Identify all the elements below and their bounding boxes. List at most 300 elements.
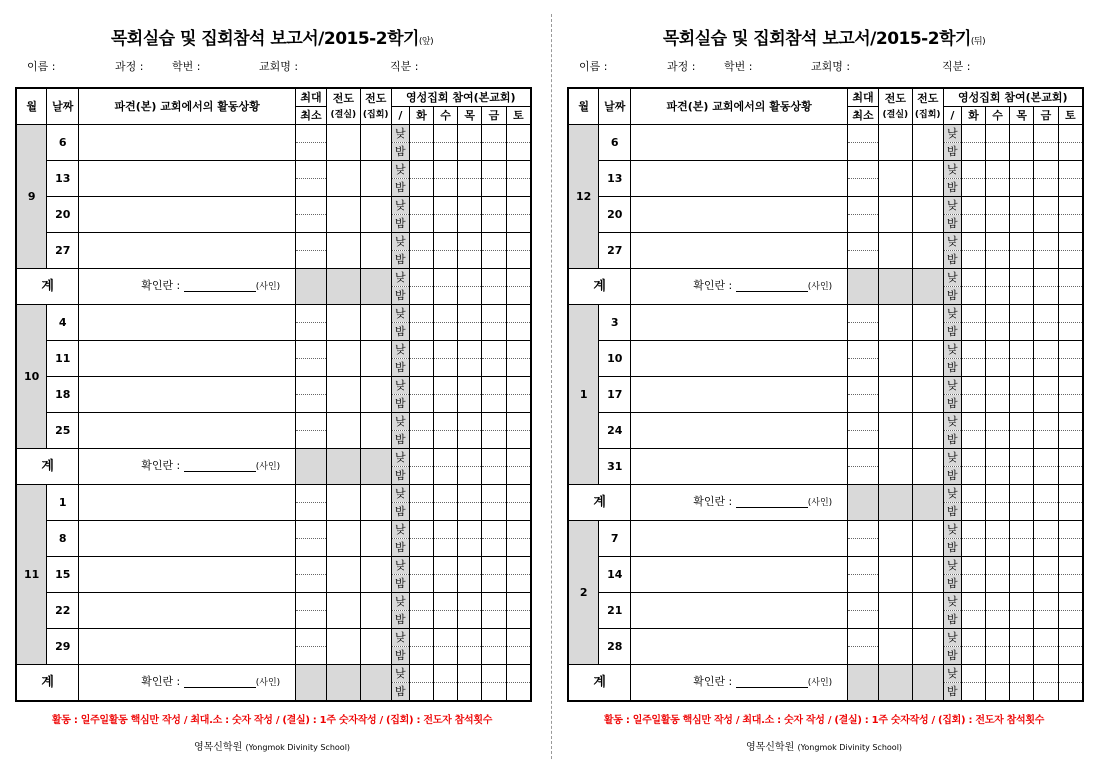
min-cell[interactable] [296, 395, 327, 413]
attendance-cell[interactable] [962, 611, 986, 629]
attendance-cell[interactable] [1010, 233, 1034, 251]
attendance-cell[interactable] [482, 449, 507, 467]
attendance-cell[interactable] [506, 413, 531, 431]
attendance-cell[interactable] [1058, 575, 1083, 593]
attendance-cell[interactable] [1058, 485, 1083, 503]
min-cell[interactable] [848, 467, 879, 485]
attendance-cell[interactable] [1034, 665, 1059, 683]
attendance-cell[interactable] [1010, 287, 1034, 305]
attendance-cell[interactable] [1010, 611, 1034, 629]
attendance-cell[interactable] [1058, 161, 1083, 179]
attendance-cell[interactable] [1034, 413, 1059, 431]
attendance-cell[interactable] [1034, 305, 1059, 323]
attendance-cell[interactable] [962, 665, 986, 683]
attendance-cell[interactable] [458, 251, 482, 269]
attendance-cell[interactable] [1010, 359, 1034, 377]
meeting-cell[interactable] [360, 305, 391, 341]
meeting-cell[interactable] [912, 377, 943, 413]
attendance-cell[interactable] [506, 251, 531, 269]
attendance-cell[interactable] [433, 341, 458, 359]
attendance-cell[interactable] [482, 557, 507, 575]
attendance-cell[interactable] [1010, 521, 1034, 539]
attendance-cell[interactable] [506, 161, 531, 179]
fruit-cell[interactable] [878, 629, 912, 665]
attendance-cell[interactable] [1034, 485, 1059, 503]
attendance-cell[interactable] [410, 305, 434, 323]
attendance-cell[interactable] [433, 467, 458, 485]
attendance-cell[interactable] [1034, 629, 1059, 647]
attendance-cell[interactable] [482, 341, 507, 359]
attendance-cell[interactable] [985, 287, 1010, 305]
min-cell[interactable] [296, 647, 327, 665]
attendance-cell[interactable] [410, 359, 434, 377]
attendance-cell[interactable] [1058, 305, 1083, 323]
attendance-cell[interactable] [458, 215, 482, 233]
attendance-cell[interactable] [482, 647, 507, 665]
attendance-cell[interactable] [482, 629, 507, 647]
meeting-cell[interactable] [912, 341, 943, 377]
max-cell[interactable] [296, 485, 327, 503]
attendance-cell[interactable] [433, 323, 458, 341]
fruit-cell[interactable] [326, 593, 360, 629]
min-cell[interactable] [848, 359, 879, 377]
max-cell[interactable] [296, 161, 327, 179]
attendance-cell[interactable] [962, 305, 986, 323]
attendance-cell[interactable] [1010, 647, 1034, 665]
attendance-cell[interactable] [458, 377, 482, 395]
min-cell[interactable] [848, 539, 879, 557]
attendance-cell[interactable] [985, 431, 1010, 449]
attendance-cell[interactable] [506, 629, 531, 647]
attendance-cell[interactable] [962, 161, 986, 179]
attendance-cell[interactable] [433, 125, 458, 143]
attendance-cell[interactable] [985, 359, 1010, 377]
attendance-cell[interactable] [1034, 359, 1059, 377]
fruit-cell[interactable] [326, 305, 360, 341]
attendance-cell[interactable] [482, 269, 507, 287]
activity-cell[interactable] [631, 521, 848, 557]
attendance-cell[interactable] [962, 503, 986, 521]
attendance-cell[interactable] [458, 647, 482, 665]
attendance-cell[interactable] [458, 539, 482, 557]
attendance-cell[interactable] [1034, 161, 1059, 179]
attendance-cell[interactable] [506, 539, 531, 557]
min-cell[interactable] [296, 611, 327, 629]
attendance-cell[interactable] [962, 215, 986, 233]
attendance-cell[interactable] [962, 269, 986, 287]
attendance-cell[interactable] [1010, 323, 1034, 341]
attendance-cell[interactable] [962, 179, 986, 197]
activity-cell[interactable] [79, 197, 296, 233]
attendance-cell[interactable] [482, 575, 507, 593]
meeting-cell[interactable] [360, 593, 391, 629]
attendance-cell[interactable] [1034, 143, 1059, 161]
activity-cell[interactable] [79, 341, 296, 377]
attendance-cell[interactable] [1058, 521, 1083, 539]
attendance-cell[interactable] [985, 539, 1010, 557]
attendance-cell[interactable] [1010, 449, 1034, 467]
max-cell[interactable] [296, 233, 327, 251]
activity-cell[interactable] [79, 593, 296, 629]
attendance-cell[interactable] [985, 611, 1010, 629]
attendance-cell[interactable] [458, 557, 482, 575]
max-cell[interactable] [296, 521, 327, 539]
attendance-cell[interactable] [433, 449, 458, 467]
attendance-cell[interactable] [985, 323, 1010, 341]
attendance-cell[interactable] [410, 503, 434, 521]
attendance-cell[interactable] [1034, 431, 1059, 449]
attendance-cell[interactable] [962, 323, 986, 341]
attendance-cell[interactable] [962, 467, 986, 485]
attendance-cell[interactable] [410, 683, 434, 702]
attendance-cell[interactable] [1034, 377, 1059, 395]
max-cell[interactable] [848, 161, 879, 179]
attendance-cell[interactable] [985, 341, 1010, 359]
attendance-cell[interactable] [482, 143, 507, 161]
attendance-cell[interactable] [506, 215, 531, 233]
attendance-cell[interactable] [410, 449, 434, 467]
attendance-cell[interactable] [410, 233, 434, 251]
fruit-cell[interactable] [326, 341, 360, 377]
attendance-cell[interactable] [1010, 341, 1034, 359]
attendance-cell[interactable] [1010, 683, 1034, 702]
fruit-cell[interactable] [326, 413, 360, 449]
attendance-cell[interactable] [482, 179, 507, 197]
attendance-cell[interactable] [506, 611, 531, 629]
attendance-cell[interactable] [433, 629, 458, 647]
attendance-cell[interactable] [1058, 557, 1083, 575]
attendance-cell[interactable] [1058, 125, 1083, 143]
signature-line[interactable] [736, 280, 808, 292]
attendance-cell[interactable] [1010, 557, 1034, 575]
max-cell[interactable] [848, 521, 879, 539]
attendance-cell[interactable] [985, 233, 1010, 251]
attendance-cell[interactable] [482, 359, 507, 377]
fruit-cell[interactable] [878, 521, 912, 557]
attendance-cell[interactable] [482, 287, 507, 305]
attendance-cell[interactable] [962, 539, 986, 557]
attendance-cell[interactable] [985, 143, 1010, 161]
min-cell[interactable] [296, 215, 327, 233]
activity-cell[interactable] [79, 413, 296, 449]
attendance-cell[interactable] [482, 611, 507, 629]
min-cell[interactable] [296, 503, 327, 521]
attendance-cell[interactable] [962, 575, 986, 593]
max-cell[interactable] [296, 125, 327, 143]
activity-cell[interactable] [631, 197, 848, 233]
attendance-cell[interactable] [410, 323, 434, 341]
attendance-cell[interactable] [1010, 467, 1034, 485]
attendance-cell[interactable] [1034, 449, 1059, 467]
meeting-cell[interactable] [912, 161, 943, 197]
attendance-cell[interactable] [410, 197, 434, 215]
attendance-cell[interactable] [962, 629, 986, 647]
attendance-cell[interactable] [506, 431, 531, 449]
attendance-cell[interactable] [1034, 395, 1059, 413]
attendance-cell[interactable] [482, 125, 507, 143]
attendance-cell[interactable] [985, 125, 1010, 143]
attendance-cell[interactable] [1010, 125, 1034, 143]
attendance-cell[interactable] [962, 251, 986, 269]
min-cell[interactable] [296, 251, 327, 269]
attendance-cell[interactable] [433, 683, 458, 702]
attendance-cell[interactable] [458, 287, 482, 305]
attendance-cell[interactable] [410, 377, 434, 395]
attendance-cell[interactable] [1010, 143, 1034, 161]
max-cell[interactable] [848, 125, 879, 143]
attendance-cell[interactable] [1010, 629, 1034, 647]
attendance-cell[interactable] [1058, 251, 1083, 269]
attendance-cell[interactable] [458, 161, 482, 179]
attendance-cell[interactable] [1058, 665, 1083, 683]
attendance-cell[interactable] [985, 665, 1010, 683]
fruit-cell[interactable] [878, 413, 912, 449]
activity-cell[interactable] [631, 629, 848, 665]
min-cell[interactable] [296, 323, 327, 341]
activity-cell[interactable] [79, 161, 296, 197]
attendance-cell[interactable] [506, 647, 531, 665]
attendance-cell[interactable] [985, 413, 1010, 431]
max-cell[interactable] [848, 233, 879, 251]
attendance-cell[interactable] [962, 557, 986, 575]
attendance-cell[interactable] [482, 197, 507, 215]
attendance-cell[interactable] [433, 575, 458, 593]
attendance-cell[interactable] [433, 665, 458, 683]
attendance-cell[interactable] [506, 557, 531, 575]
min-cell[interactable] [296, 143, 327, 161]
max-cell[interactable] [848, 197, 879, 215]
signature-line[interactable] [184, 676, 256, 688]
meeting-cell[interactable] [912, 521, 943, 557]
attendance-cell[interactable] [962, 647, 986, 665]
attendance-cell[interactable] [410, 539, 434, 557]
attendance-cell[interactable] [482, 485, 507, 503]
attendance-cell[interactable] [985, 377, 1010, 395]
max-cell[interactable] [296, 593, 327, 611]
attendance-cell[interactable] [410, 395, 434, 413]
attendance-cell[interactable] [1034, 647, 1059, 665]
min-cell[interactable] [848, 647, 879, 665]
attendance-cell[interactable] [458, 395, 482, 413]
activity-cell[interactable] [631, 377, 848, 413]
meeting-cell[interactable] [360, 341, 391, 377]
attendance-cell[interactable] [1058, 341, 1083, 359]
attendance-cell[interactable] [410, 647, 434, 665]
activity-cell[interactable] [631, 341, 848, 377]
attendance-cell[interactable] [985, 449, 1010, 467]
attendance-cell[interactable] [1010, 665, 1034, 683]
attendance-cell[interactable] [985, 575, 1010, 593]
signature-line[interactable] [736, 496, 808, 508]
attendance-cell[interactable] [410, 593, 434, 611]
attendance-cell[interactable] [433, 305, 458, 323]
attendance-cell[interactable] [458, 143, 482, 161]
attendance-cell[interactable] [1058, 359, 1083, 377]
attendance-cell[interactable] [410, 125, 434, 143]
attendance-cell[interactable] [1010, 179, 1034, 197]
attendance-cell[interactable] [1010, 431, 1034, 449]
min-cell[interactable] [848, 143, 879, 161]
attendance-cell[interactable] [1058, 179, 1083, 197]
attendance-cell[interactable] [458, 125, 482, 143]
attendance-cell[interactable] [458, 503, 482, 521]
attendance-cell[interactable] [458, 449, 482, 467]
attendance-cell[interactable] [1034, 323, 1059, 341]
attendance-cell[interactable] [1010, 593, 1034, 611]
meeting-cell[interactable] [360, 125, 391, 161]
fruit-cell[interactable] [326, 233, 360, 269]
attendance-cell[interactable] [962, 287, 986, 305]
attendance-cell[interactable] [985, 503, 1010, 521]
signature-line[interactable] [736, 676, 808, 688]
attendance-cell[interactable] [506, 125, 531, 143]
attendance-cell[interactable] [1058, 215, 1083, 233]
attendance-cell[interactable] [433, 359, 458, 377]
activity-cell[interactable] [79, 377, 296, 413]
attendance-cell[interactable] [962, 395, 986, 413]
activity-cell[interactable] [631, 593, 848, 629]
activity-cell[interactable] [631, 233, 848, 269]
attendance-cell[interactable] [433, 251, 458, 269]
attendance-cell[interactable] [482, 377, 507, 395]
meeting-cell[interactable] [360, 197, 391, 233]
max-cell[interactable] [296, 305, 327, 323]
attendance-cell[interactable] [433, 395, 458, 413]
attendance-cell[interactable] [482, 431, 507, 449]
attendance-cell[interactable] [410, 467, 434, 485]
attendance-cell[interactable] [433, 161, 458, 179]
fruit-cell[interactable] [326, 161, 360, 197]
attendance-cell[interactable] [1034, 287, 1059, 305]
attendance-cell[interactable] [506, 179, 531, 197]
attendance-cell[interactable] [1034, 521, 1059, 539]
activity-cell[interactable] [631, 125, 848, 161]
attendance-cell[interactable] [482, 593, 507, 611]
meeting-cell[interactable] [360, 629, 391, 665]
attendance-cell[interactable] [458, 179, 482, 197]
attendance-cell[interactable] [433, 647, 458, 665]
max-cell[interactable] [848, 629, 879, 647]
attendance-cell[interactable] [433, 539, 458, 557]
activity-cell[interactable] [631, 161, 848, 197]
attendance-cell[interactable] [962, 341, 986, 359]
attendance-cell[interactable] [482, 413, 507, 431]
min-cell[interactable] [848, 575, 879, 593]
attendance-cell[interactable] [1034, 467, 1059, 485]
fruit-cell[interactable] [326, 197, 360, 233]
attendance-cell[interactable] [433, 377, 458, 395]
attendance-cell[interactable] [458, 485, 482, 503]
attendance-cell[interactable] [506, 287, 531, 305]
fruit-cell[interactable] [878, 197, 912, 233]
attendance-cell[interactable] [962, 125, 986, 143]
meeting-cell[interactable] [912, 413, 943, 449]
signature-line[interactable] [184, 460, 256, 472]
attendance-cell[interactable] [1034, 179, 1059, 197]
attendance-cell[interactable] [506, 503, 531, 521]
attendance-cell[interactable] [1058, 323, 1083, 341]
attendance-cell[interactable] [1010, 251, 1034, 269]
meeting-cell[interactable] [360, 161, 391, 197]
attendance-cell[interactable] [1034, 683, 1059, 702]
attendance-cell[interactable] [482, 467, 507, 485]
attendance-cell[interactable] [1010, 269, 1034, 287]
min-cell[interactable] [848, 431, 879, 449]
fruit-cell[interactable] [878, 125, 912, 161]
activity-cell[interactable] [79, 125, 296, 161]
attendance-cell[interactable] [1010, 395, 1034, 413]
attendance-cell[interactable] [1034, 503, 1059, 521]
attendance-cell[interactable] [1058, 431, 1083, 449]
min-cell[interactable] [296, 539, 327, 557]
attendance-cell[interactable] [458, 575, 482, 593]
attendance-cell[interactable] [1010, 377, 1034, 395]
attendance-cell[interactable] [458, 323, 482, 341]
attendance-cell[interactable] [962, 449, 986, 467]
attendance-cell[interactable] [482, 215, 507, 233]
attendance-cell[interactable] [410, 413, 434, 431]
activity-cell[interactable] [631, 557, 848, 593]
fruit-cell[interactable] [878, 161, 912, 197]
attendance-cell[interactable] [1058, 467, 1083, 485]
attendance-cell[interactable] [1034, 539, 1059, 557]
attendance-cell[interactable] [506, 359, 531, 377]
attendance-cell[interactable] [506, 683, 531, 702]
min-cell[interactable] [296, 431, 327, 449]
max-cell[interactable] [296, 341, 327, 359]
fruit-cell[interactable] [878, 557, 912, 593]
attendance-cell[interactable] [433, 521, 458, 539]
attendance-cell[interactable] [410, 431, 434, 449]
attendance-cell[interactable] [1058, 287, 1083, 305]
max-cell[interactable] [848, 557, 879, 575]
attendance-cell[interactable] [433, 179, 458, 197]
attendance-cell[interactable] [482, 251, 507, 269]
min-cell[interactable] [296, 575, 327, 593]
min-cell[interactable] [848, 215, 879, 233]
activity-cell[interactable] [631, 305, 848, 341]
meeting-cell[interactable] [360, 557, 391, 593]
activity-cell[interactable] [79, 557, 296, 593]
attendance-cell[interactable] [1058, 197, 1083, 215]
attendance-cell[interactable] [1010, 539, 1034, 557]
attendance-cell[interactable] [985, 467, 1010, 485]
activity-cell[interactable] [79, 485, 296, 521]
meeting-cell[interactable] [360, 377, 391, 413]
meeting-cell[interactable] [912, 593, 943, 629]
attendance-cell[interactable] [433, 431, 458, 449]
attendance-cell[interactable] [962, 521, 986, 539]
attendance-cell[interactable] [1010, 413, 1034, 431]
activity-cell[interactable] [79, 233, 296, 269]
max-cell[interactable] [296, 413, 327, 431]
attendance-cell[interactable] [458, 269, 482, 287]
fruit-cell[interactable] [878, 233, 912, 269]
attendance-cell[interactable] [433, 503, 458, 521]
attendance-cell[interactable] [410, 287, 434, 305]
min-cell[interactable] [848, 323, 879, 341]
attendance-cell[interactable] [1010, 161, 1034, 179]
attendance-cell[interactable] [458, 593, 482, 611]
attendance-cell[interactable] [1034, 125, 1059, 143]
attendance-cell[interactable] [458, 665, 482, 683]
min-cell[interactable] [296, 179, 327, 197]
attendance-cell[interactable] [1010, 575, 1034, 593]
attendance-cell[interactable] [962, 431, 986, 449]
attendance-cell[interactable] [433, 413, 458, 431]
meeting-cell[interactable] [912, 305, 943, 341]
attendance-cell[interactable] [1010, 503, 1034, 521]
